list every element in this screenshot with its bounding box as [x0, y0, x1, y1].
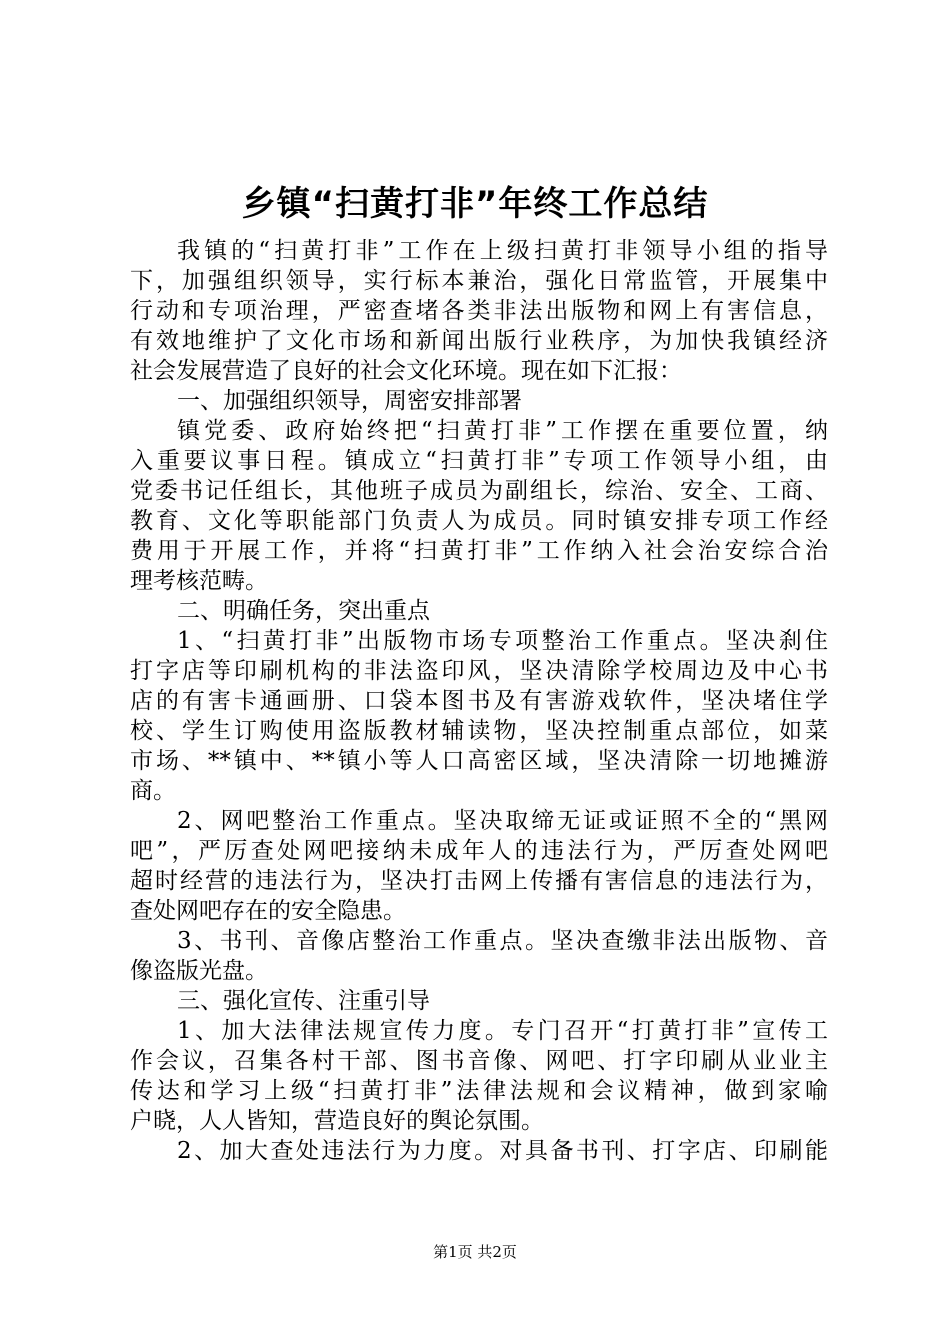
- paragraph-line: 吧”，严厉查处网吧接纳未成年人的违法行为，严厉查处网吧: [130, 838, 828, 864]
- paragraph-line: 商。: [130, 778, 176, 804]
- paragraph-line: 2、加大查处违法行为力度。对具备书刊、打字店、印刷能: [177, 1138, 828, 1164]
- paragraph-line: 查处网吧存在的安全隐患。: [130, 898, 406, 924]
- paragraph-line: 3、书刊、音像店整治工作重点。坚决查缴非法出版物、音: [177, 928, 828, 954]
- paragraph-line: 镇党委、政府始终把“扫黄打非”工作摆在重要位置，纳: [177, 418, 828, 444]
- document-body: [130, 236, 828, 1166]
- paragraph-line: 我镇的“扫黄打非”工作在上级扫黄打非领导小组的指导: [177, 238, 828, 264]
- paragraph-line: 户晓，人人皆知，营造良好的舆论氛围。: [130, 1108, 544, 1134]
- paragraph-line: 店的有害卡通画册、口袋本图书及有害游戏软件，坚决堵住学: [130, 688, 828, 714]
- paragraph-line: 党委书记任组长，其他班子成员为副组长，综治、安全、工商、: [130, 478, 828, 504]
- paragraph-line: 传达和学习上级“扫黄打非”法律法规和会议精神，做到家喻: [130, 1078, 828, 1104]
- paragraph-line: 下，加强组织领导，实行标本兼治，强化日常监管，开展集中: [130, 268, 828, 294]
- paragraph-line: 超时经营的违法行为，坚决打击网上传播有害信息的违法行为，: [130, 868, 828, 894]
- page-footer: 第1页 共2页: [433, 1243, 517, 1261]
- paragraph-line: 行动和专项治理，严密查堵各类非法出版物和网上有害信息，: [130, 298, 828, 324]
- section-heading: 一、加强组织领导，周密安排部署: [177, 388, 522, 414]
- paragraph-line: 校、学生订购使用盗版教材辅读物，坚决控制重点部位，如菜: [130, 718, 828, 744]
- paragraph-line: 入重要议事日程。镇成立“扫黄打非”专项工作领导小组，由: [130, 448, 828, 474]
- paragraph-line: 市场、**镇中、**镇小等人口高密区域，坚决清除一切地摊游: [130, 748, 828, 774]
- paragraph-line: 有效地维护了文化市场和新闻出版行业秩序，为加快我镇经济: [130, 328, 828, 354]
- paragraph-line: 2、网吧整治工作重点。坚决取缔无证或证照不全的“黑网: [177, 808, 828, 834]
- paragraph-line: 社会发展营造了良好的社会文化环境。现在如下汇报：: [130, 358, 682, 384]
- paragraph-line: 打字店等印刷机构的非法盗印风，坚决清除学校周边及中心书: [130, 658, 828, 684]
- paragraph-line: 像盗版光盘。: [130, 958, 268, 984]
- paragraph-line: 作会议，召集各村干部、图书音像、网吧、打字印刷从业业主: [130, 1048, 828, 1074]
- document-title: 乡镇“扫黄打非”年终工作总结: [241, 184, 709, 224]
- section-heading: 三、强化宣传、注重引导: [177, 988, 430, 1014]
- paragraph-line: 理考核范畴。: [130, 568, 268, 594]
- paragraph-line: 1、加大法律法规宣传力度。专门召开“打黄打非”宣传工: [177, 1018, 828, 1044]
- paragraph-line: 教育、文化等职能部门负责人为成员。同时镇安排专项工作经: [130, 508, 828, 534]
- paragraph-line: 1、“扫黄打非”出版物市场专项整治工作重点。坚决刹住: [177, 628, 828, 654]
- section-heading: 二、明确任务，突出重点: [177, 598, 430, 624]
- paragraph-line: 费用于开展工作，并将“扫黄打非”工作纳入社会治安综合治: [130, 538, 828, 564]
